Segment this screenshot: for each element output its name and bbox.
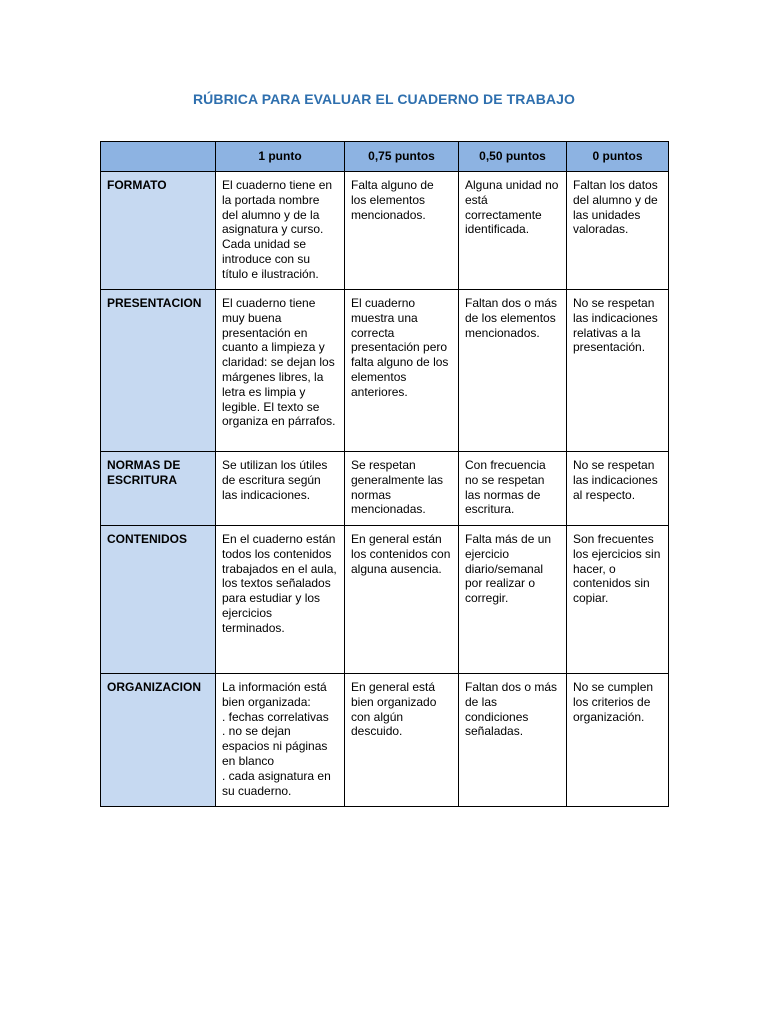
column-header: 1 punto xyxy=(216,142,345,172)
criterion-cell: NORMAS DE ESCRITURA xyxy=(101,452,216,526)
table-cell: Faltan dos o más de los elementos mencionados. xyxy=(459,290,567,452)
table-cell xyxy=(216,674,345,807)
corner-header xyxy=(101,142,216,172)
header-row xyxy=(101,142,669,172)
table-row xyxy=(101,526,669,674)
table-cell: El cuaderno tiene muy buena presentación en cuanto a limpieza y claridad: se dejan los márgenes libres, la letra es limpia y legible. El texto se organiza en párrafos. xyxy=(216,290,345,452)
table-cell: El cuaderno muestra una correcta presentación pero falta alguno de los elementos anteriores. xyxy=(345,290,459,452)
table-row xyxy=(101,674,669,807)
criterion-cell: PRESENTACION xyxy=(101,290,216,452)
table-row xyxy=(101,172,669,290)
table-cell: En general están los contenidos con alguna ausencia. xyxy=(345,526,459,674)
table-cell: No se respetan las indicaciones al respecto. xyxy=(567,452,669,526)
table-cell: Falta alguno de los elementos mencionados. xyxy=(345,172,459,290)
bullet-line: . cada asignatura en su cuaderno. xyxy=(222,768,331,798)
table-cell: El cuaderno tiene en la portada nombre del alumno y de la asignatura y curso. Cada unidad se introduce con su título e ilustración. xyxy=(216,172,345,290)
table-cell: En el cuaderno están todos los contenidos trabajados en el aula, los textos señalados para estudiar y los ejercicios terminados. xyxy=(216,526,345,674)
criterion-cell: ORGANIZACION xyxy=(101,674,216,807)
table-cell: En general está bien organizado con algún descuido. xyxy=(345,674,459,807)
rubric-table xyxy=(100,141,669,807)
table-cell: Se respetan generalmente las normas mencionadas. xyxy=(345,452,459,526)
table-row xyxy=(101,452,669,526)
table-cell: No se cumplen los criterios de organización. xyxy=(567,674,669,807)
table-cell: Faltan los datos del alumno y de las unidades valoradas. xyxy=(567,172,669,290)
table-cell: Se utilizan los útiles de escritura según las indicaciones. xyxy=(216,452,345,526)
page-title: RÚBRICA PARA EVALUAR EL CUADERNO DE TRABAJO xyxy=(192,91,576,107)
table-cell: Alguna unidad no está correctamente identificada. xyxy=(459,172,567,290)
column-header: 0 puntos xyxy=(567,142,669,172)
table-cell: Falta más de un ejercicio diario/semanal por realizar o corregir. xyxy=(459,526,567,674)
column-header: 0,75 puntos xyxy=(345,142,459,172)
column-header: 0,50 puntos xyxy=(459,142,567,172)
bullet-line: . fechas correlativas xyxy=(222,709,329,724)
table-cell: Son frecuentes los ejercicios sin hacer, o contenidos sin copiar. xyxy=(567,526,669,674)
table-cell: No se respetan las indicaciones relativas a la presentación. xyxy=(567,290,669,452)
cell-text: La información está bien organizada: xyxy=(222,680,327,709)
table-row xyxy=(101,290,669,452)
bullet-line: . no se dejan espacios ni páginas en blanco xyxy=(222,724,328,768)
table-cell: Con frecuencia no se respetan las normas de escritura. xyxy=(459,452,567,526)
criterion-cell: FORMATO xyxy=(101,172,216,290)
criterion-cell: CONTENIDOS xyxy=(101,526,216,674)
table-cell: Faltan dos o más de las condiciones señaladas. xyxy=(459,674,567,807)
